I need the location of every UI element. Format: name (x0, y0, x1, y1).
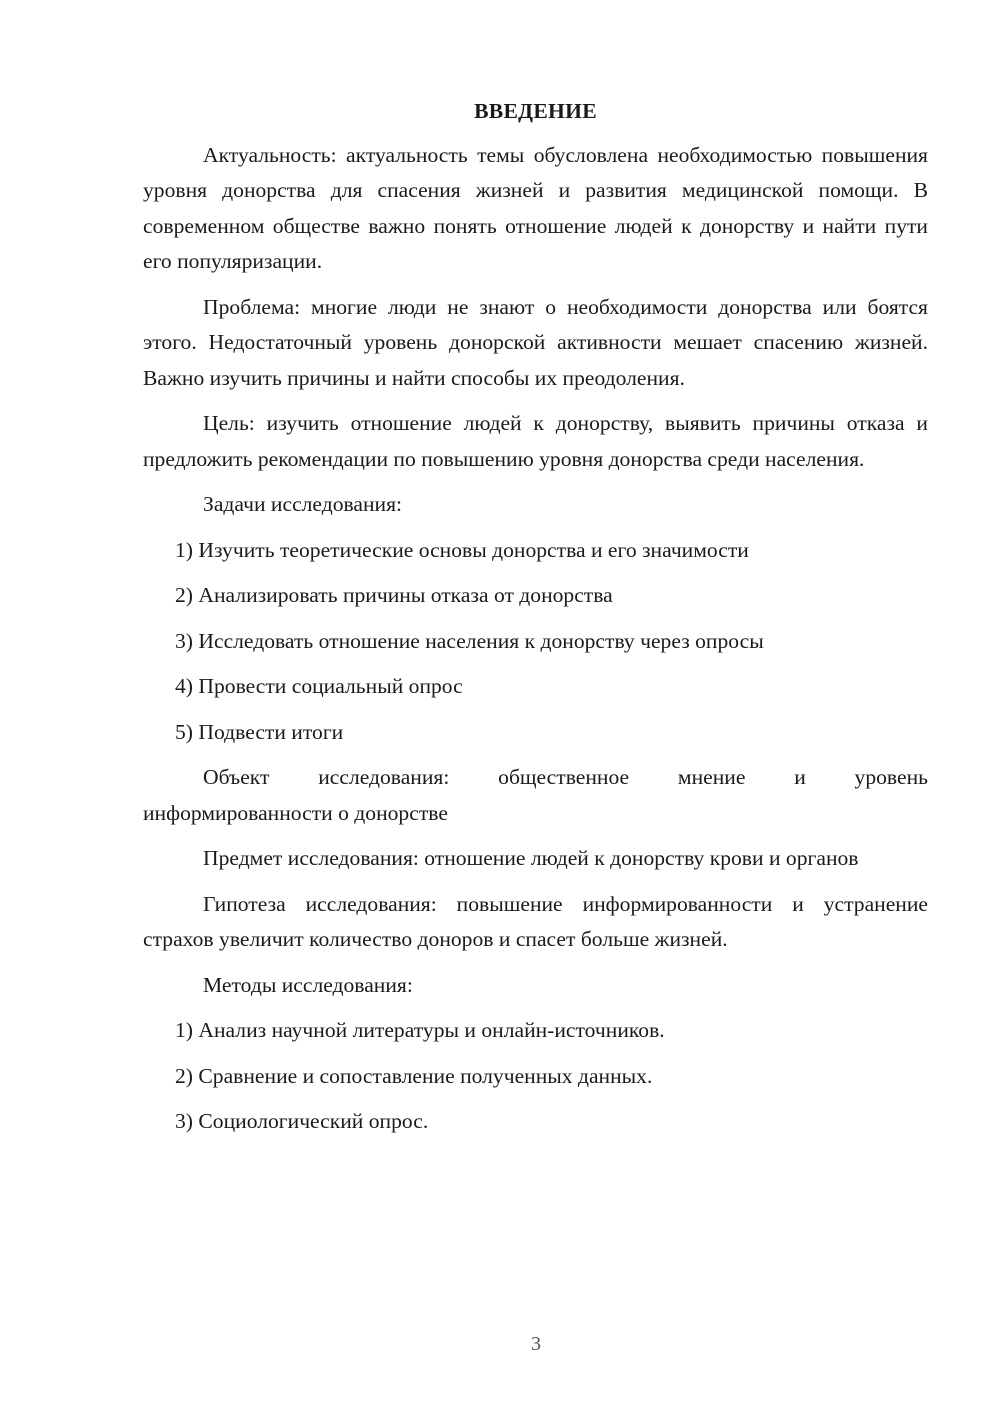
goal-paragraph: Цель: изучить отношение людей к донорству, выявить причины отказа и предложить рекомендации по повышению уровня донорства среди населения. (143, 411, 928, 471)
task-item-5: 5) Подвести итоги (175, 719, 344, 744)
task-item-1: 1) Изучить теоретические основы донорства и его значимости (175, 537, 749, 562)
page-number: 3 (531, 1333, 541, 1355)
method-item-3: 3) Социологический опрос. (175, 1109, 429, 1133)
task-item-2: 2) Анализировать причины отказа от донорства (175, 583, 613, 607)
section-title: ВВЕДЕНИЕ (474, 99, 597, 123)
task-item-3: 3) Исследовать отношение населения к донорству через опросы (175, 628, 764, 653)
method-item-1: 1) Анализ научной литературы и онлайн-источников. (175, 1018, 665, 1042)
problem-paragraph: Проблема: многие люди не знают о необходимости донорства или боятся этого. Недостаточный уровень донорской активности мешает спасению жизней. Важно изучить причины и найти способы их преодоления. (143, 294, 928, 390)
object-line-1: Объект исследования: общественное мнение и уровень (203, 765, 928, 789)
relevance-paragraph: Актуальность: актуальность темы обусловлена необходимостью повышения уровня донорства для спасения жизней и развития медицинской помощи. В современном обществе важно понять отношение людей к донорству и найти пути его популяризации. (143, 142, 928, 273)
task-item-4: 4) Провести социальный опрос (175, 674, 463, 698)
subject-paragraph: Предмет исследования: отношение людей к донорству крови и органов (203, 846, 859, 870)
tasks-heading: Задачи исследования: (203, 492, 403, 516)
document-body (143, 94, 928, 1150)
methods-heading: Методы исследования: (203, 972, 413, 997)
object-line-2: информированности о донорстве (143, 800, 448, 825)
method-item-2: 2) Сравнение и сопоставление полученных данных. (175, 1063, 653, 1088)
hypothesis-paragraph: Гипотеза исследования: повышение информированности и устранение страхов увеличит количество доноров и спасет больше жизней. (143, 891, 928, 951)
